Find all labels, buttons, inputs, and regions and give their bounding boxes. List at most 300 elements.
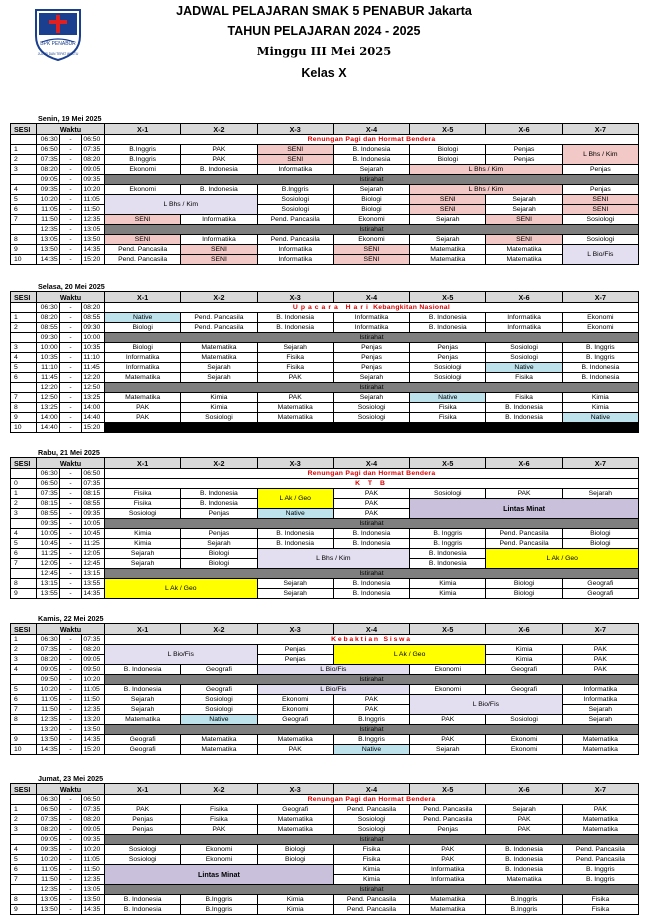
lesson-cell: Ekonomi [562, 313, 638, 323]
class-header: X-7 [562, 624, 638, 635]
start-time: 09:35 [37, 185, 60, 195]
table-row: 12:20 - 12:50 Istirahat [11, 383, 639, 393]
lesson-cell: Kimia [486, 645, 562, 655]
sesi-cell: 4 [11, 353, 37, 363]
lesson-cell: PAK [486, 489, 562, 499]
lesson-cell: B. Inggris [562, 875, 638, 885]
lesson-cell: Ekonomi [486, 745, 562, 755]
lesson-cell: Biologi [562, 539, 638, 549]
lesson-cell: B. Indonesia [562, 363, 638, 373]
lesson-cell: Informatika [333, 323, 409, 333]
lesson-cell: Sosiologi [105, 845, 181, 855]
lesson-cell: Matematika [562, 735, 638, 745]
lesson-cell: B. Indonesia [105, 905, 181, 915]
lesson-cell: Sosiologi [410, 489, 486, 499]
lesson-cell: Kimia [105, 539, 181, 549]
table-row: 2 07:35 - 08:20 Penjas Fisika Matematika Sosiologi Pend. Pancasila PAK Matematika [11, 815, 639, 825]
end-time: 06:50 [82, 469, 105, 479]
lesson-cell: L Bio/Fis [410, 695, 563, 715]
table-row: 4 09:35 - 10:20 Ekonomi B. Indonesia B.Inggris Sejarah L Bhs / Kim Penjas [11, 185, 639, 195]
lesson-cell: L Bhs / Kim [257, 549, 410, 569]
start-time: 11:05 [37, 205, 60, 215]
lesson-cell: Lintas Minat [105, 865, 334, 885]
start-time: 08:20 [37, 825, 60, 835]
class-header: X-6 [486, 784, 562, 795]
lesson-cell: Matematika [181, 735, 257, 745]
sesi-cell [11, 675, 37, 685]
lesson-cell: L Bio/Fis [257, 665, 410, 675]
sesi-cell: 7 [11, 705, 37, 715]
end-time: 10:45 [82, 529, 105, 539]
lesson-cell: Sosiologi [410, 373, 486, 383]
lesson-cell: B. Inggris [410, 529, 486, 539]
lesson-cell: Pend. Pancasila [486, 539, 562, 549]
lesson-cell: Penjas [257, 655, 333, 665]
lesson-cell: Sejarah [486, 805, 562, 815]
sesi-cell: 5 [11, 855, 37, 865]
table-row: 5 10:45 - 11:25 Kimia Sejarah B. Indonesia B. Indonesia B. Inggris Pend. Pancasila Biologi [11, 539, 639, 549]
end-time: 10:35 [82, 343, 105, 353]
start-time: 06:50 [37, 145, 60, 155]
class-header: X-3 [257, 784, 333, 795]
schedule-table [10, 457, 639, 599]
lesson-cell: B. Indonesia [333, 579, 409, 589]
lesson-cell: Informatika [257, 165, 333, 175]
lesson-cell: PAK [562, 645, 638, 655]
waktu-header: Waktu [37, 458, 105, 469]
lesson-cell: PAK [333, 695, 409, 705]
class-header: X-4 [333, 458, 409, 469]
table-row: 7 11:50 - 12:35 Kimia Informatika Matematika B. Inggris [11, 875, 639, 885]
sesi-cell: 4 [11, 845, 37, 855]
table-row: 7 11:50 - 12:35 SENI Informatika Pend. Pancasila Ekonomi Sejarah SENI Sosiologi [11, 215, 639, 225]
lesson-cell: Penjas [486, 145, 562, 155]
lesson-cell: SENI [257, 155, 333, 165]
table-row: 6 11:05 - 11:50 Sosiologi Biologi SENI Sejarah SENI [11, 205, 639, 215]
lesson-cell: PAK [257, 393, 333, 403]
table-row: 1 06:50 - 07:35 B.Inggris PAK SENI B. Indonesia Biologi Penjas L Bhs / Kim [11, 145, 639, 155]
lesson-cell: PAK [181, 825, 257, 835]
lesson-cell: B. Indonesia [562, 373, 638, 383]
schedule-wednesday [10, 448, 640, 599]
lesson-cell: Pend. Pancasila [410, 805, 486, 815]
sesi-cell: 5 [11, 685, 37, 695]
lesson-cell: B. Indonesia [257, 529, 333, 539]
class-header: X-4 [333, 784, 409, 795]
start-time: 11:10 [37, 363, 60, 373]
lesson-cell: Matematika [181, 353, 257, 363]
end-time: 09:05 [82, 655, 105, 665]
logo-text: BPK PENABUR [40, 41, 76, 47]
class-header: X-6 [486, 458, 562, 469]
lesson-cell: Fisika [105, 489, 181, 499]
table-row: 1 07:35 - 08:15 Fisika B. Indonesia L Ak / Geo PAK Sosiologi PAK Sejarah [11, 489, 639, 499]
lesson-cell: Penjas [333, 363, 409, 373]
class-header: X-5 [410, 624, 486, 635]
start-time: 08:20 [37, 313, 60, 323]
lesson-cell: PAK [410, 845, 486, 855]
start-time: 12:20 [37, 383, 60, 393]
end-time: 06:50 [82, 795, 105, 805]
lesson-cell: Ekonomi [333, 215, 409, 225]
sesi-cell: 1 [11, 635, 37, 645]
table-row: 4 10:05 - 10:45 Kimia Penjas B. Indonesia B. Indonesia B. Inggris Pend. Pancasila Biologi [11, 529, 639, 539]
lesson-cell: Native [562, 413, 638, 423]
table-row: 9 13:55 - 14:35 Sejarah B. Indonesia Kimia Biologi Geografi [11, 589, 639, 599]
start-time: 13:55 [37, 589, 60, 599]
sesi-cell: 7 [11, 215, 37, 225]
lesson-cell: Penjas [410, 353, 486, 363]
end-time: 11:50 [82, 695, 105, 705]
lesson-cell: Informatika [562, 685, 638, 695]
end-time: 08:20 [82, 303, 105, 313]
lesson-cell: Geografi [105, 745, 181, 755]
lesson-cell: L Ak / Geo [257, 489, 333, 509]
lesson-cell: Penjas [486, 155, 562, 165]
lesson-cell: Informatika [257, 255, 333, 265]
sesi-cell: 9 [11, 735, 37, 745]
lesson-cell: Kimia [562, 403, 638, 413]
lesson-cell: L Ak / Geo [333, 645, 486, 665]
lesson-cell: B. Indonesia [486, 403, 562, 413]
sesi-cell: 3 [11, 165, 37, 175]
lesson-cell: SENI [105, 235, 181, 245]
lesson-cell: L Bio/Fis [257, 685, 410, 695]
end-time: 10:00 [82, 333, 105, 343]
lesson-cell: Informatika [181, 215, 257, 225]
lesson-cell: Biologi [410, 155, 486, 165]
start-time: 10:05 [37, 529, 60, 539]
end-time: 11:25 [82, 539, 105, 549]
lesson-cell: Biologi [486, 579, 562, 589]
lesson-cell: Sejarah [181, 363, 257, 373]
sesi-cell: 5 [11, 195, 37, 205]
sesi-cell: 8 [11, 715, 37, 725]
end-time: 07:35 [82, 805, 105, 815]
lesson-cell: Geografi [105, 735, 181, 745]
lesson-cell: Matematika [486, 255, 562, 265]
sesi-cell [11, 835, 37, 845]
class-header: X-5 [410, 784, 486, 795]
lesson-cell: Biologi [333, 195, 409, 205]
class-header: X-4 [333, 624, 409, 635]
lesson-cell: Biologi [486, 589, 562, 599]
sesi-header: SESI [11, 292, 37, 303]
table-row: 12:35 - 13:05 Istirahat [11, 225, 639, 235]
class-header: X-1 [105, 784, 181, 795]
class-header: X-3 [257, 124, 333, 135]
lesson-cell: Geografi [562, 589, 638, 599]
end-time: 08:55 [82, 313, 105, 323]
lesson-cell: Native [410, 393, 486, 403]
waktu-header: Waktu [37, 124, 105, 135]
lesson-cell: Sosiologi [486, 343, 562, 353]
schedule-monday [10, 114, 640, 265]
lesson-cell: PAK [486, 815, 562, 825]
start-time: 13:05 [37, 235, 60, 245]
lesson-cell: B.Inggris [181, 895, 257, 905]
lesson-cell: Ekonomi [257, 705, 333, 715]
sesi-cell: 2 [11, 323, 37, 333]
lesson-cell: Sejarah [562, 715, 638, 725]
lesson-cell: Penjas [181, 529, 257, 539]
table-row: 6 11:05 - 11:50 Lintas Minat Kimia Informatika B. Indonesia B. Inggris [11, 865, 639, 875]
waktu-header: Waktu [37, 624, 105, 635]
lesson-cell: B. Inggris [562, 865, 638, 875]
table-row: 10 14:40 - 15:20 [11, 423, 639, 433]
sesi-cell: 6 [11, 865, 37, 875]
lesson-cell: Informatika [105, 363, 181, 373]
end-time: 13:05 [82, 885, 105, 895]
lesson-cell: Matematika [410, 905, 486, 915]
lesson-cell: Native [333, 745, 409, 755]
end-time: 12:35 [82, 215, 105, 225]
lesson-cell: B. Indonesia [181, 185, 257, 195]
start-time: 10:20 [37, 685, 60, 695]
lesson-cell: Sosiologi [181, 695, 257, 705]
lesson-cell: B. Indonesia [410, 549, 486, 559]
table-row: 06:30 - 06:50 Renungan Pagi dan Hormat Bendera [11, 135, 639, 145]
lesson-cell: PAK [562, 655, 638, 665]
table-row: 09:50 - 10:20 Istirahat [11, 675, 639, 685]
lesson-cell: Fisika [105, 499, 181, 509]
end-time: 07:35 [82, 145, 105, 155]
event-note: K T B [105, 479, 639, 489]
start-time: 09:50 [37, 675, 60, 685]
lesson-cell: Penjas [181, 509, 257, 519]
lesson-cell: PAK [181, 145, 257, 155]
lesson-cell: Sejarah [486, 195, 562, 205]
lesson-cell: B. Indonesia [105, 685, 181, 695]
lesson-cell: PAK [562, 805, 638, 815]
lesson-cell: Penjas [410, 343, 486, 353]
table-row: 10 14:35 - 15:20 Pend. Pancasila SENI Informatika SENI Matematika Matematika [11, 255, 639, 265]
lesson-cell: Informatika [410, 865, 486, 875]
table-row: 9 13:50 - 14:35 Pend. Pancasila SENI Informatika SENI Matematika Matematika L Bio/Fis [11, 245, 639, 255]
lesson-cell: Ekonomi [181, 855, 257, 865]
lesson-cell: Sejarah [410, 235, 486, 245]
sesi-cell: 2 [11, 499, 37, 509]
table-row: 12:35 - 13:05 Istirahat [11, 885, 639, 895]
class-header: X-2 [181, 784, 257, 795]
lesson-cell: Informatika [333, 313, 409, 323]
start-time: 07:35 [37, 155, 60, 165]
lesson-cell: Fisika [333, 855, 409, 865]
lesson-cell: Ekonomi [410, 665, 486, 675]
class-header: X-3 [257, 292, 333, 303]
sesi-cell [11, 795, 37, 805]
lesson-cell: B. Indonesia [181, 165, 257, 175]
sesi-cell: 1 [11, 805, 37, 815]
start-time: 08:55 [37, 509, 60, 519]
class-header: X-1 [105, 124, 181, 135]
sesi-cell [11, 519, 37, 529]
end-time: 13:50 [82, 895, 105, 905]
start-time: 08:20 [37, 165, 60, 175]
lesson-cell: Sejarah [333, 393, 409, 403]
start-time: 08:20 [37, 655, 60, 665]
lesson-cell: Matematika [410, 895, 486, 905]
logo-motto: JUJUR DAN TEPAT WAKTU [37, 52, 79, 56]
lesson-cell: B. Indonesia [486, 855, 562, 865]
table-row: 06:30 - 06:50 Renungan Pagi dan Hormat Bendera [11, 795, 639, 805]
lesson-cell: Sejarah [257, 589, 333, 599]
lesson-cell: Pend. Pancasila [257, 235, 333, 245]
sesi-cell: 8 [11, 403, 37, 413]
lesson-cell: Sosiologi [562, 215, 638, 225]
lesson-cell: PAK [486, 825, 562, 835]
sesi-cell: 4 [11, 529, 37, 539]
lesson-cell: Fisika [486, 373, 562, 383]
day-date: Selasa, 20 Mei 2025 [38, 282, 105, 291]
table-row: 7 12:50 - 13:25 Matematika Kimia PAK Sejarah Native Fisika Kimia [11, 393, 639, 403]
start-time: 06:30 [37, 795, 60, 805]
sesi-cell: 6 [11, 373, 37, 383]
lesson-cell: Sosiologi [333, 403, 409, 413]
lesson-cell: Lintas Minat [410, 499, 639, 519]
lesson-cell: Ekonomi [105, 185, 181, 195]
sesi-cell: 4 [11, 185, 37, 195]
class-header: X-4 [333, 124, 409, 135]
lesson-cell: SENI [562, 205, 638, 215]
sesi-cell: 3 [11, 509, 37, 519]
lesson-cell: Ekonomi [562, 323, 638, 333]
lesson-cell: Informatika [105, 353, 181, 363]
sesi-cell [11, 725, 37, 735]
class-header: X-5 [410, 124, 486, 135]
lesson-cell: B.Inggris [105, 155, 181, 165]
lesson-cell: PAK [333, 499, 409, 509]
table-row: 09:05 - 09:35 Istirahat [11, 835, 639, 845]
table-row: 3 08:20 - 09:05 Penjas Kimia PAK [11, 655, 639, 665]
lesson-cell: SENI [486, 215, 562, 225]
table-row: 3 08:20 - 09:05 Ekonomi B. Indonesia Informatika Sejarah L Bhs / Kim Penjas [11, 165, 639, 175]
event-note [105, 303, 639, 313]
lesson-cell: Pend. Pancasila [105, 245, 181, 255]
week-label: Minggu III Mei 2025 [256, 44, 392, 58]
lesson-cell: PAK [105, 413, 181, 423]
lesson-cell: Pend. Pancasila [562, 855, 638, 865]
lesson-cell: Native [105, 313, 181, 323]
lesson-cell: Biologi [105, 323, 181, 333]
end-time: 12:50 [82, 383, 105, 393]
page-title: JADWAL PELAJARAN SMAK 5 PENABUR Jakarta [176, 4, 472, 18]
lesson-cell: Sejarah [333, 185, 409, 195]
lesson-cell: Penjas [333, 353, 409, 363]
start-time: 07:35 [37, 815, 60, 825]
lesson-cell: Native [257, 509, 333, 519]
sesi-cell: 0 [11, 479, 37, 489]
sesi-cell: 8 [11, 895, 37, 905]
end-time: 08:20 [82, 645, 105, 655]
start-time: 09:30 [37, 333, 60, 343]
lesson-cell: PAK [257, 745, 333, 755]
end-time: 09:35 [82, 835, 105, 845]
event-note: Kebaktian Siswa [105, 635, 639, 645]
lesson-cell: Sosiologi [486, 715, 562, 725]
lesson-cell: SENI [410, 195, 486, 205]
lesson-cell: B.Inggris [105, 145, 181, 155]
end-time: 11:10 [82, 353, 105, 363]
table-row: 06:30 - 08:20 Upacara Hari Kebangkitan Nasional [11, 303, 639, 313]
class-header: X-5 [410, 458, 486, 469]
lesson-cell: Penjas [257, 645, 333, 655]
table-row: 2 07:35 - 08:20 L Bio/Fis Penjas L Ak / Geo Kimia PAK [11, 645, 639, 655]
lesson-cell: Sejarah [257, 579, 333, 589]
class-header: X-6 [486, 124, 562, 135]
class-header: X-2 [181, 458, 257, 469]
lesson-cell: Sejarah [333, 165, 409, 175]
lesson-cell: Pend. Pancasila [181, 323, 257, 333]
end-time: 09:05 [82, 825, 105, 835]
table-row: 7 12:05 - 12:45 Sejarah Biologi B. Indonesia [11, 559, 639, 569]
lesson-cell: Sosiologi [562, 235, 638, 245]
end-time: 08:20 [82, 815, 105, 825]
lesson-cell: B.Inggris [333, 715, 409, 725]
sesi-cell: 9 [11, 589, 37, 599]
lesson-cell: SENI [257, 145, 333, 155]
lesson-cell: Matematika [105, 373, 181, 383]
lesson-cell: SENI [181, 245, 257, 255]
lesson-cell: Ekonomi [105, 165, 181, 175]
table-row: 1 06:30 - 07:35 Kebaktian Siswa [11, 635, 639, 645]
table-row: 5 10:20 - 11:05 L Bhs / Kim Sosiologi Biologi SENI Sejarah SENI [11, 195, 639, 205]
lesson-cell: Kimia [257, 895, 333, 905]
start-time: 11:50 [37, 215, 60, 225]
sesi-header: SESI [11, 624, 37, 635]
lesson-cell: Fisika [486, 393, 562, 403]
lesson-cell: SENI [181, 255, 257, 265]
schedule-table [10, 623, 639, 755]
sesi-cell [11, 303, 37, 313]
break-note: Istirahat [105, 835, 639, 845]
lesson-cell: B.Inggris [257, 185, 333, 195]
class-header: X-7 [562, 458, 638, 469]
sesi-cell: 10 [11, 745, 37, 755]
lesson-cell: PAK [410, 735, 486, 745]
table-row: 1 08:20 - 08:55 Native Pend. Pancasila B. Indonesia Informatika B. Indonesia Informatika Ekonomi [11, 313, 639, 323]
lesson-cell: Geografi [181, 685, 257, 695]
table-row: 3 10:00 - 10:35 Biologi Matematika Sejarah Penjas Penjas Sosiologi B. Inggris [11, 343, 639, 353]
lesson-cell: Ekonomi [181, 845, 257, 855]
class-header: X-2 [181, 624, 257, 635]
lesson-cell: B. Indonesia [333, 589, 409, 599]
end-time: 08:55 [82, 499, 105, 509]
lesson-cell: Pend. Pancasila [333, 905, 409, 915]
table-row: 2 08:15 - 08:55 Fisika B. Indonesia PAK Lintas Minat [11, 499, 639, 509]
start-time: 12:35 [37, 225, 60, 235]
lesson-cell: Biologi [333, 205, 409, 215]
table-row: 1 06:50 - 07:35 PAK Fisika Geografi Pend. Pancasila Pend. Pancasila Sejarah PAK [11, 805, 639, 815]
lesson-cell: Sosiologi [333, 825, 409, 835]
schedule-friday [10, 774, 640, 915]
sesi-cell: 10 [11, 255, 37, 265]
schedule-thursday [10, 614, 640, 755]
lesson-cell: Fisika [562, 895, 638, 905]
sesi-cell: 8 [11, 579, 37, 589]
end-time: 12:35 [82, 875, 105, 885]
lesson-cell: Sejarah [181, 373, 257, 383]
lesson-cell: SENI [105, 215, 181, 225]
break-note: Istirahat [105, 885, 639, 895]
sesi-cell: 3 [11, 343, 37, 353]
lesson-cell: B. Indonesia [181, 499, 257, 509]
start-time: 07:35 [37, 489, 60, 499]
lesson-cell: SENI [333, 245, 409, 255]
lesson-cell: Ekonomi [486, 735, 562, 745]
sesi-cell: 2 [11, 155, 37, 165]
start-time: 06:50 [37, 479, 60, 489]
